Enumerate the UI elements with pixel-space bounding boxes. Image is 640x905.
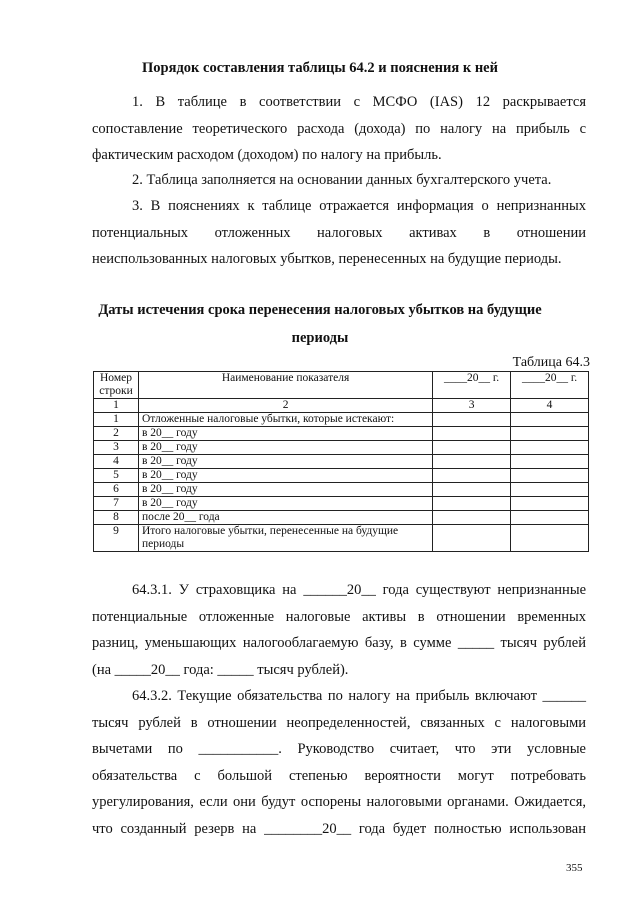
page-number: 355 (566, 862, 583, 874)
cell-value (433, 497, 511, 511)
cell-value (433, 441, 511, 455)
table-heading-line-1: Даты истечения срока перенесения налоговых убытков на будущие (98, 302, 542, 318)
column-number: 2 (138, 399, 432, 413)
paragraph-1 (92, 89, 586, 169)
row-number: 7 (94, 497, 139, 511)
cell-value (511, 497, 589, 511)
paragraph-line: 2. Таблица заполняется на основании данных бухгалтерского учета. (132, 172, 552, 188)
cell-value (511, 511, 589, 525)
table-row (94, 511, 589, 525)
cell-value (433, 483, 511, 497)
row-number: 3 (94, 441, 139, 455)
table-row (94, 427, 589, 441)
loss-expiry-table (93, 371, 589, 552)
column-number-row (94, 399, 589, 413)
cell-value (433, 525, 511, 552)
paragraph-64-3-1 (92, 577, 586, 683)
paragraph-2 (92, 167, 586, 194)
table-header-row (94, 372, 589, 399)
row-number: 6 (94, 483, 139, 497)
cell-value (511, 483, 589, 497)
cell-value (433, 427, 511, 441)
column-number: 3 (433, 399, 511, 413)
cell-value (511, 469, 589, 483)
header-row-number: Номер строки (94, 372, 139, 399)
paragraph-line: урегулирования, если они будут оспорены налоговыми органами. Ожидается, (92, 794, 586, 810)
paragraph-64-3-2 (92, 683, 586, 842)
paragraph-line: обязательства с большой степенью вероятности могут потребовать (92, 767, 586, 784)
row-label: после 20__ года (138, 511, 432, 525)
cell-value (511, 525, 589, 552)
row-number: 4 (94, 455, 139, 469)
cell-value (511, 455, 589, 469)
cell-value (433, 511, 511, 525)
table-row (94, 525, 589, 552)
row-number: 2 (94, 427, 139, 441)
cell-value (433, 469, 511, 483)
paragraph-line: неиспользованных налоговых убытков, перенесенных на будущие периоды. (92, 251, 562, 267)
paragraph-line: разниц, уменьшающих налогооблагаемую базу, в сумме _____ тысяч рублей (92, 635, 586, 651)
table-heading-line-2: периоды (291, 330, 349, 346)
paragraph-line: 64.3.2. Текущие обязательства по налогу на прибыль включают ______ (132, 688, 586, 704)
cell-value (433, 455, 511, 469)
section-heading: Порядок составления таблицы 64.2 и пояснения к ней (142, 60, 498, 76)
paragraph-line: потенциальные отложенные налоговые активы в отношении временных (92, 608, 586, 625)
table-row (94, 497, 589, 511)
header-year-1: ____20__ г. (433, 372, 511, 399)
table-row (94, 483, 589, 497)
row-label: Итого налоговые убытки, перенесенные на будущие периоды (138, 525, 432, 552)
paragraph-line: что созданный резерв на ________20__ года будет полностью использован (92, 820, 586, 837)
row-label: в 20__ году (138, 469, 432, 483)
cell-value (433, 413, 511, 427)
paragraph-line: (на _____20__ года: _____ тысяч рублей). (92, 661, 349, 678)
row-number: 8 (94, 511, 139, 525)
row-label: в 20__ году (138, 441, 432, 455)
cell-value (511, 427, 589, 441)
column-number: 4 (511, 399, 589, 413)
paragraph-3 (92, 193, 586, 273)
cell-value (511, 441, 589, 455)
table-row (94, 469, 589, 483)
paragraph-line: 1. В таблице в соответствии с МСФО (IAS) 12 раскрывается (132, 94, 586, 110)
paragraph-line: тысяч рублей в отношении неопределенностей, связанных с налоговыми (92, 714, 586, 731)
paragraph-line: вычетами по ___________. Руководство считает, что эти условные (92, 741, 586, 757)
paragraph-line: потенциальных отложенных налоговых активах в отношении (92, 224, 586, 241)
table-caption: Таблица 64.3 (512, 355, 590, 370)
row-number: 9 (94, 525, 139, 552)
row-label: в 20__ году (138, 497, 432, 511)
row-label: в 20__ году (138, 483, 432, 497)
row-label: Отложенные налоговые убытки, которые истекают: (138, 413, 432, 427)
row-label: в 20__ году (138, 427, 432, 441)
column-number: 1 (94, 399, 139, 413)
table-row (94, 455, 589, 469)
paragraph-line: фактическим расходом (доходом) по налогу на прибыль. (92, 147, 442, 163)
paragraph-line: 3. В пояснениях к таблице отражается информация о непризнанных (132, 198, 586, 214)
cell-value (511, 413, 589, 427)
paragraph-line: сопоставление теоретического расхода (дохода) по налогу на прибыль с (92, 120, 586, 137)
row-number: 5 (94, 469, 139, 483)
row-number: 1 (94, 413, 139, 427)
row-label: в 20__ году (138, 455, 432, 469)
table-row (94, 441, 589, 455)
paragraph-line: 64.3.1. У страховщика на ______20__ года существуют непризнанные (132, 582, 586, 598)
table-row (94, 413, 589, 427)
header-indicator-name: Наименование показателя (138, 372, 432, 399)
header-year-2: ____20__ г. (511, 372, 589, 399)
